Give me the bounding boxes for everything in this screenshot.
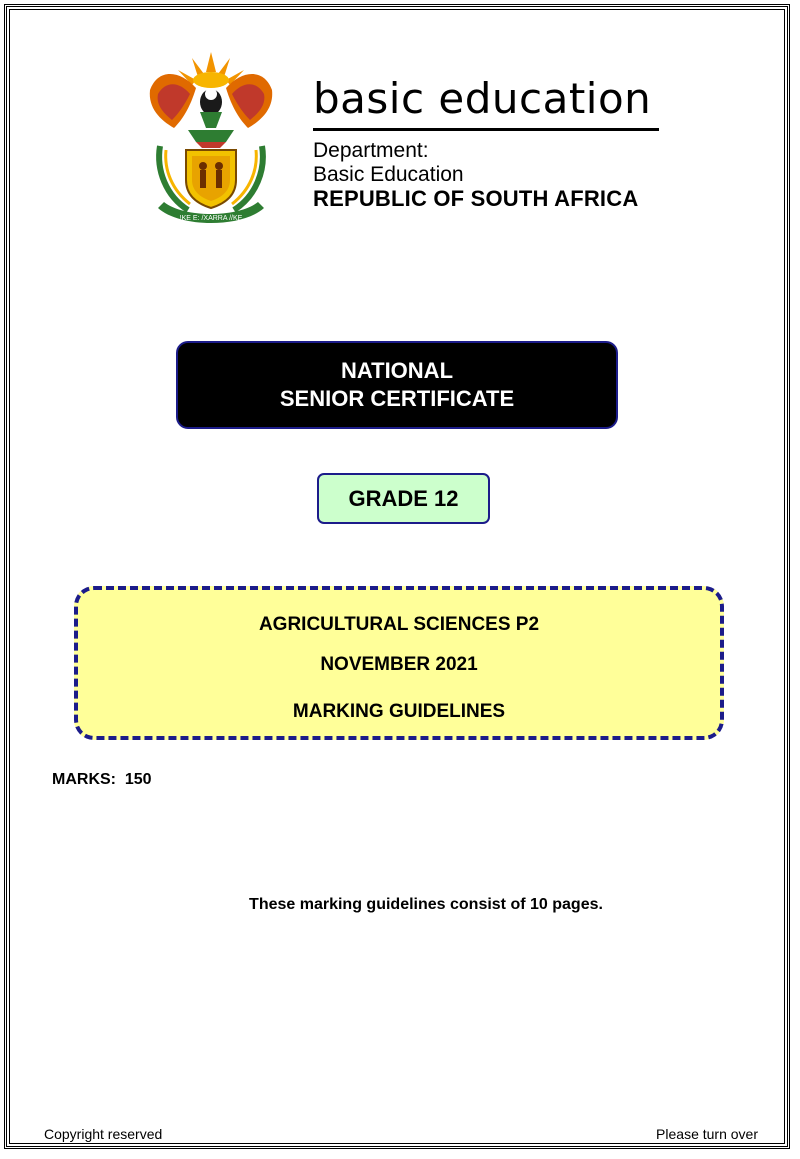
certificate-line-2: SENIOR CERTIFICATE — [279, 386, 515, 411]
document-type: MARKING GUIDELINES — [292, 701, 506, 722]
certificate-line-1: NATIONAL — [340, 358, 454, 383]
brand-rule — [313, 128, 659, 131]
footer-copyright: Copyright reserved — [44, 1126, 163, 1142]
department-label: Department: — [313, 139, 429, 162]
subject-name: AGRICULTURAL SCIENCES P2 — [258, 614, 540, 635]
brand-title: basic education — [313, 74, 652, 123]
grade-label: GRADE 12 — [348, 486, 459, 511]
page-count-note: These marking guidelines consist of 10 pages. — [249, 896, 603, 913]
coat-of-arms-icon — [140, 50, 282, 228]
exam-session: NOVEMBER 2021 — [320, 654, 478, 675]
department-name: Basic Education — [313, 163, 464, 186]
emblem-motto: !KE E: /XARRA //KE — [179, 215, 243, 222]
country-name: REPUBLIC OF SOUTH AFRICA — [313, 186, 639, 211]
subject-box — [74, 586, 724, 740]
certificate-box — [176, 341, 618, 429]
grade-box — [317, 473, 490, 524]
footer-turn-over: Please turn over — [656, 1126, 758, 1142]
marks-total: MARKS: 150 — [52, 771, 152, 788]
